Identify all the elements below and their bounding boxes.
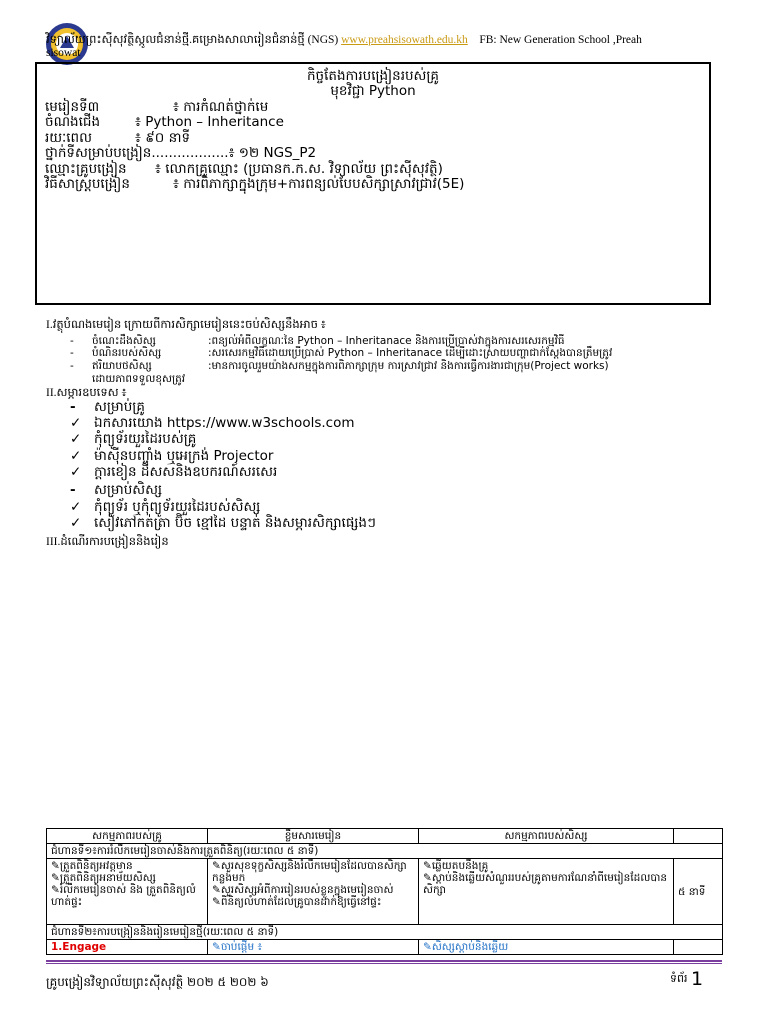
page-label: ទំព័រ bbox=[670, 972, 688, 985]
objective-label: បំណិនរបស់សិស្ស bbox=[92, 347, 162, 359]
table-row bbox=[47, 844, 723, 859]
teacher-cell: ✎ត្រួតពិនិត្យអវត្តមាន ✎ត្រួតពិនិត្យអនាម័យសិស្ស ✎រំលឹកមេរៀនចាស់ និង ត្រួតពិនិត្យលំហាត់ផ្ទះ bbox=[47, 859, 208, 925]
info-row-title bbox=[45, 115, 284, 130]
page-number-value: 1 bbox=[690, 968, 704, 990]
procedure-title: III.ដំណើរការបង្រៀននិងរៀន bbox=[46, 536, 169, 548]
box-subtitle: មុខវិជ្ជា Python bbox=[330, 83, 416, 99]
student-cell: ✎សិស្សស្តាប់និងឆ្លើយ bbox=[419, 940, 674, 955]
time-cell bbox=[674, 940, 723, 955]
info-row-method bbox=[45, 177, 464, 192]
table-row bbox=[47, 925, 723, 940]
footer-rule bbox=[46, 960, 722, 962]
objective-text: :សរសេរកម្មវិធីដោយប្រើប្រាស់ Python – Inheritanace ដើម្បីដោះស្រាយបញ្ហាជាក់ស្តែងបានត្រឹមត្រូវ bbox=[208, 347, 613, 359]
time-cell: ៥ នាទី bbox=[674, 859, 723, 925]
info-value: ៖ ៩០ នាទី bbox=[135, 130, 191, 146]
content-cell: ✎សួរសុខទុក្ខសិស្សនិងរំលឹកមេរៀនដែលបានសិក្សាកន្លងមក ✎សួរសិស្សអំពីការរៀនរបស់ខ្លួនក្នុងមេរៀនចាស់ ✎ពិនិត្យលំហាត់ដែលគ្រូបានដាក់ឱ្យធ្វើនៅផ្ទះ bbox=[208, 859, 419, 925]
table-row bbox=[47, 859, 723, 925]
info-value: ៖ Python – Inheritance bbox=[135, 114, 284, 130]
objective-label: ឥរិយាបថសិស្ស bbox=[92, 360, 152, 372]
resources-title: II.សម្ភារឧបទេស ៖ bbox=[46, 387, 127, 399]
info-label: មេរៀនទី៣ bbox=[45, 99, 100, 115]
info-label: វិធីសាស្ត្របង្រៀន bbox=[45, 176, 130, 192]
resource-item: ✓ ម៉ាស៊ីនបញ្ចាំង ឬអេក្រង់ Projector bbox=[70, 448, 274, 464]
objective-item: - បំណិនរបស់សិស្ស :សរសេរកម្មវិធីដោយប្រើប្រាស់ Python – Inheritanace ដើម្បីដោះស្រាយបញ្ហាជាក់ស្តែងបានត្រឹមត្រូវ bbox=[70, 347, 613, 359]
info-row-lesson bbox=[45, 100, 268, 115]
student-cell: ✎ឆ្លើយតបនឹងគ្រូ ✎ស្តាប់និងឆ្លើយសំណួររបស់គ្រូតាមការណែនាំពីមេរៀនដែលបានសិក្សា bbox=[419, 859, 674, 925]
info-label: ឈ្មោះគ្រូបង្រៀន bbox=[45, 161, 127, 177]
footer-rule bbox=[46, 963, 722, 964]
info-label: ចំណងជើង bbox=[45, 114, 101, 130]
page-header bbox=[46, 34, 736, 60]
resource-item: ✓ ក្តារខៀន ដីសសនិងឧបករណ៍សរសេរ bbox=[70, 464, 278, 480]
objective-text: :មានការចូលរួមយ៉ាងសកម្មក្នុងការពិភាក្សាក្រុម ការស្រាវជ្រាវ និងការធ្វើការងារជាក្រុម(Project works) bbox=[208, 360, 609, 372]
resource-item: ✓ កុំព្យូទ័រ ឬកុំព្យូទ័រយួរដៃរបស់សិស្ស bbox=[70, 499, 261, 515]
box-title: កិច្ចតែងការបង្រៀនរបស់គ្រូ bbox=[306, 68, 440, 84]
info-value: ៖ ការកំណត់ថ្នាក់មេ bbox=[173, 99, 269, 115]
info-value: ៖ លោកគ្រូឈ្មោះ (ប្រធានក.ក.ស. ​វិទ្យាល័យ ព្រះស៊ីសុវត្ថិ) bbox=[155, 161, 443, 177]
table-header-row bbox=[47, 829, 723, 844]
col-header-teacher: សកម្មភាពរបស់គ្រូ bbox=[47, 829, 208, 844]
objective-label: ចំណេះដឹងសិស្ស bbox=[92, 335, 156, 347]
info-label: ថ្នាក់ទីសម្រាប់បង្រៀន.................. bbox=[45, 145, 229, 161]
school-name: វិទ្យាល័យព្រះស៊ីសុវត្ថិស្កូលជំនាន់ថ្មី.គម្រោងសាលារៀនជំនាន់ថ្មី (NGS) bbox=[46, 34, 339, 46]
phase-title: ជំហានទី២៖ការបង្រៀននិងរៀនមេរៀនថ្មី(រយៈពេល ៥ នាទី) bbox=[47, 925, 723, 940]
page-number bbox=[670, 968, 703, 990]
info-value: ៖ ១២ NGS_P2 bbox=[228, 145, 317, 161]
phase-title: ជំហានទី១៖ការរំលឹកមេរៀនចាស់និងការត្រួតពិនិត្យ(រយៈពេល ៥ នាទី) bbox=[47, 844, 723, 859]
objective-text-cont: ដោយភាពទទួលខុសត្រូវ bbox=[92, 373, 186, 385]
info-row-duration bbox=[45, 131, 190, 146]
resource-item: - សម្រាប់សិស្ស bbox=[70, 482, 163, 498]
col-header-time bbox=[674, 829, 723, 844]
footer-text: គ្រូបង្រៀនវិទ្យាល័យព្រះស៊ីសុវត្ថិ ២០២ ៥ ២០២ ៦ bbox=[46, 975, 269, 989]
content-cell: ✎ចាប់ផ្តើម ៖ bbox=[208, 940, 419, 955]
objectives-title: I.វត្ថុបំណងមេរៀន ក្រោយពីការសិក្សាមេរៀននេះចប់សិស្សនឹងអាច ៖ bbox=[46, 319, 326, 331]
engage-label: 1.Engage bbox=[47, 940, 208, 955]
info-value: ៖ ការពិភាក្សាក្នុងក្រុម+ការពន្យល់បែបសិក្សាស្រាវជ្រាវ(5E) bbox=[173, 176, 465, 192]
info-label: រយៈពេល bbox=[45, 130, 92, 146]
col-header-content: ខ្លឹមសារមេរៀន bbox=[208, 829, 419, 844]
resource-item: - សម្រាប់គ្រូ bbox=[70, 399, 145, 415]
lesson-table bbox=[46, 828, 723, 955]
facebook-text-cont: sisowat bbox=[46, 47, 81, 59]
resource-item: ✓ សៀវភៅកត់ត្រា ប៊ិច ខ្មៅដៃ បន្ទាត់ និងសម្ភារសិក្សាផ្សេងៗ bbox=[70, 515, 376, 531]
info-row-class bbox=[45, 146, 316, 161]
resource-item: ✓ កុំព្យូទ័រយួរដៃរបស់គ្រូ bbox=[70, 431, 197, 447]
resource-item: ✓ ឯកសារយោង https://www.w3schools.com bbox=[70, 415, 355, 431]
objective-item: - ចំណេះដឹងសិស្ស :ពន្យល់អំពីលក្ខណៈនៃ Python – Inheritanace និងការប្រើប្រាស់វាក្នុងការសរសេរកម្មវិធី bbox=[70, 335, 565, 347]
info-row-teacher bbox=[45, 162, 443, 177]
lesson-info-box bbox=[35, 62, 711, 305]
col-header-student: សកម្មភាពរបស់សិស្ស bbox=[419, 829, 674, 844]
objective-item: - ឥរិយាបថសិស្ស :មានការចូលរួមយ៉ាងសកម្មក្នុងការពិភាក្សាក្រុម ការស្រាវជ្រាវ និងការធ្វើការងារជាក្រុម(Project works) bbox=[70, 360, 609, 372]
table-row bbox=[47, 940, 723, 955]
facebook-text: FB: New Generation School ,Preah bbox=[479, 34, 642, 46]
objective-text: :ពន្យល់អំពីលក្ខណៈនៃ Python – Inheritanace និងការប្រើប្រាស់វាក្នុងការសរសេរកម្មវិធី bbox=[208, 335, 565, 347]
website-link[interactable]: www.preahsisowath.edu.kh bbox=[341, 34, 468, 46]
